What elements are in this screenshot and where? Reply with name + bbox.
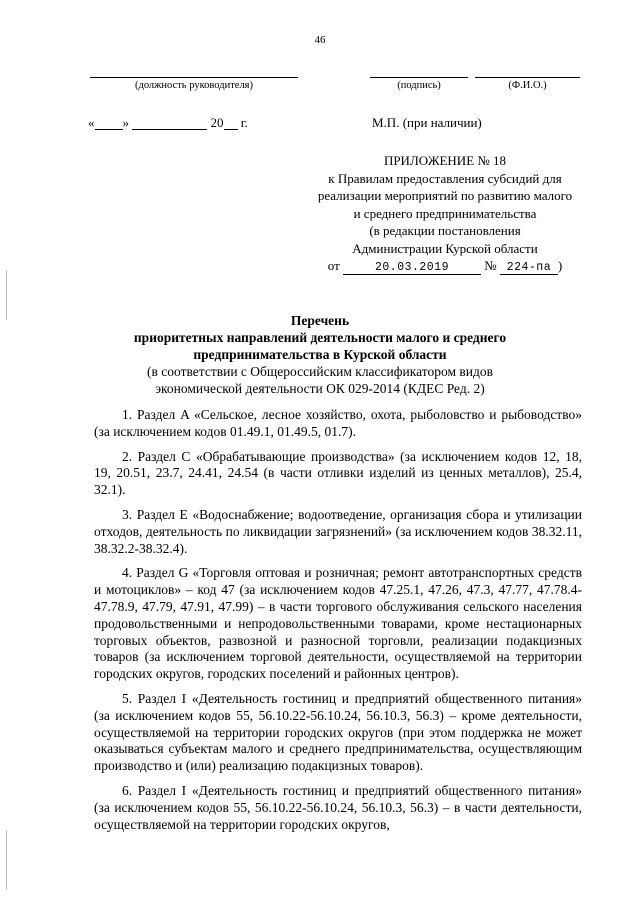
appendix-line: Администрации Курской области [352,240,538,256]
resolution-number: 224-па [500,262,558,275]
date-year-suffix: г. [240,115,248,130]
list-item: 6. Раздел I «Деятельность гостиниц и предприятий общественного питания» (за исключением кодов 55, 56.10.22-56.10.24, 56.10.3, 56.3) – в части деятельности, осуществляемой на территории городских округов, [94,782,582,832]
date-close-quote: » [122,115,129,130]
list-item: 4. Раздел G «Торговля оптовая и розничная; ремонт автотранспортных средств и мотоциклов» – код 47 (за исключением кодов 47.25.1, 47.26, 47.3, 47.77, 47.78.4-47.78.9, 47.79, 47.91, 47.99) – в части торгового обслуживания сельского населения продовольственными и непродовольственными товарами, кроме нестационарных торговых объектов, развозной и разносной торговли, реализации подакцизных товаров (за исключением торговой деятельности, осуществляемой на территории городских округов, городских поселений и районных центров). [94,565,582,682]
date-open-quote: « [88,115,95,130]
appendix-line: (в редакции постановления [369,223,521,238]
list-item: 2. Раздел C «Обрабатывающие производства» (за исключением кодов 12, 18, 19, 20.51, 23.7, 24.41, 24.54 (в части отливки изделий из ценных металлов), 25.4, 32.1). [94,448,582,498]
appendix-line: к Правилам предоставления субсидий для [328,170,562,186]
appendix-line: и среднего предпринимательства [353,205,537,221]
number-label: № [484,258,497,273]
year-blank [224,117,238,130]
appendix-title: ПРИЛОЖЕНИЕ № 18 [383,153,507,168]
from-label: от [327,258,340,273]
appendix-line: реализации мероприятий по развитию малого [317,188,573,203]
document-title [90,312,550,397]
resolution-date: 20.03.2019 [343,262,481,275]
signature-date-row [88,115,328,130]
name-caption: (Ф.И.О.) [508,80,547,91]
position-caption: (должность руководителя) [134,80,254,91]
close-paren: ) [557,258,563,273]
signature-line [370,77,468,78]
title-note-line: (в соответствии с Общероссийским классификатором видов [147,364,493,379]
month-blank [132,117,207,130]
title-note-line: экономической деятельности ОК 029-2014 (КДЕС Ред. 2) [155,381,485,396]
list-item: 1. Раздел A «Сельское, лесное хозяйство, охота, рыболовство и рыбоводство» (за исключением кодов 01.49.1, 01.49.5, 01.7). [94,407,582,439]
title-subject-line: предпринимательства в Курской области [193,347,447,362]
day-blank [95,117,123,130]
appendix-header [290,152,600,275]
list-item: 3. Раздел E «Водоснабжение; водоотведение, организация сбора и утилизации отходов, деятельность по ликвидации загрязнений» (за исключением кодов 38.32.11, 38.32.2-38.32.4). [94,506,582,556]
scan-margin-mark [6,830,7,890]
title-subject-line: приоритетных направлений деятельности малого и среднего [133,330,507,345]
position-signature-line [90,77,298,78]
page-number: 46 [314,34,326,46]
date-century: 20 [210,115,224,130]
priority-list [94,407,582,841]
appendix-date-number-line [290,257,600,275]
signature-caption: (подпись) [397,80,441,91]
title-heading: Перечень [290,313,350,328]
stamp-note: М.П. (при наличии) [372,115,482,130]
list-item: 5. Раздел I «Деятельность гостиниц и предприятий общественного питания» (за исключением кодов 55, 56.10.22-56.10.24, 56.10.3, 56.3) – кроме деятельности, осуществляемой на территории городских округов (при этом поддержка не может оказываться субъектам малого и среднего предпринимательства, осуществляющим производство и (или) реализацию подакцизных товаров). [94,690,582,774]
scan-margin-mark [6,270,7,320]
name-line [475,77,580,78]
